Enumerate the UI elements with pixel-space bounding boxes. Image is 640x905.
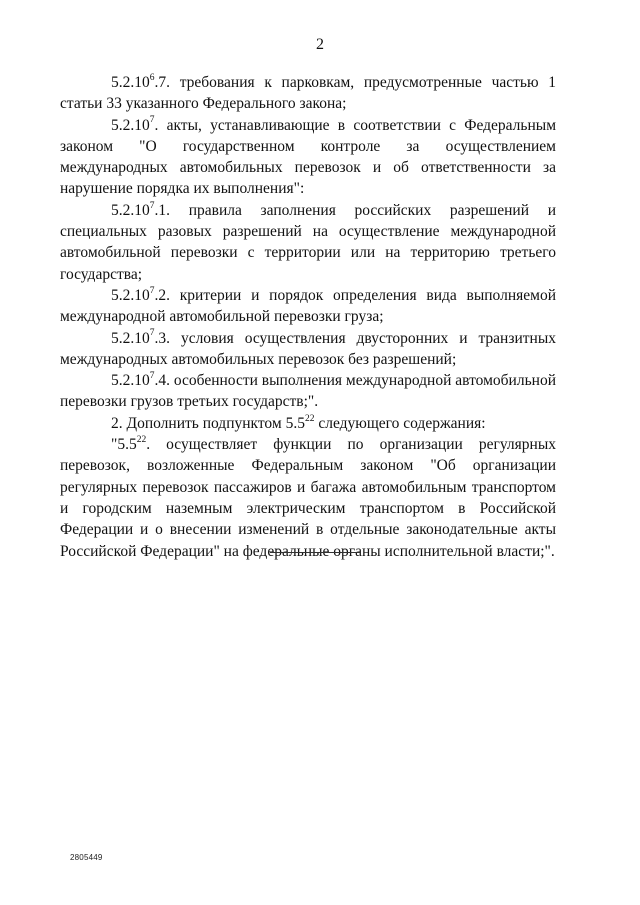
clause-number: 5.2.10 <box>111 372 150 390</box>
clause-number-suffix: .2. <box>154 286 170 304</box>
clause-number: 5.2.10 <box>111 116 150 134</box>
clause-text: требования к парковкам, предусмотренные частью 1 статьи 33 указанного Федерального закона; <box>60 74 556 113</box>
paragraph-5-2-10-7-1 <box>60 200 556 285</box>
clause-number: 5.2.10 <box>111 286 150 304</box>
document-code: 2805449 <box>70 853 103 862</box>
clause-number: 2. Дополнить подпунктом 5.5 <box>111 414 305 432</box>
clause-text: следующего содержания: <box>314 414 486 432</box>
clause-number-suffix: .1. <box>154 201 170 219</box>
clause-superscript: 7 <box>149 371 155 381</box>
page-number: 2 <box>316 36 324 53</box>
paragraph-5-2-10-7-2 <box>60 285 556 328</box>
paragraph-5-2-10-7-3 <box>60 328 556 371</box>
clause-number: 5.2.10 <box>111 201 150 219</box>
clause-text: особенности выполнения международной автомобильной перевозки грузов третьих государств;". <box>60 372 556 411</box>
clause-text: условия осуществления двусторонних и транзитных международных автомобильных перевозок без разрешений; <box>60 329 556 368</box>
clause-number-suffix: . <box>146 436 151 454</box>
clause-number: 5.2.10 <box>111 329 150 347</box>
clause-text: правила заполнения российских разрешений и специальных разовых разрешений на осуществление международной автомобильной перевозки с территории или на территорию третьего государства; <box>60 201 556 283</box>
clause-superscript: 6 <box>149 72 155 83</box>
clause-superscript: 22 <box>304 413 315 424</box>
clause-text: акты, устанавливающие в соответствии с Федеральным законом "О государственном контроле за осуществлением международных автомобильных перевозок и об ответственности за нарушение порядка их выполнения": <box>60 116 556 198</box>
clause-superscript: 7 <box>149 115 155 126</box>
paragraph-item-2 <box>60 413 556 434</box>
clause-number-suffix: .3. <box>154 329 170 347</box>
clause-superscript: 7 <box>149 200 155 211</box>
clause-superscript: 22 <box>136 434 147 445</box>
paragraph-5-5-22 <box>60 434 556 562</box>
paragraph-5-2-10-7 <box>60 115 556 200</box>
clause-number-suffix: .7. <box>154 74 170 91</box>
clause-text: критерии и порядок определения вида выполняемой международной автомобильной перевозки груза; <box>60 286 556 326</box>
clause-number: 5.2.10 <box>111 74 150 91</box>
clause-number-suffix: . <box>154 116 159 134</box>
paragraph-5-2-10-6-7 <box>60 72 556 115</box>
end-divider <box>270 552 360 553</box>
clause-number: "5.5 <box>111 436 137 454</box>
clause-number-suffix: .4. <box>154 372 170 390</box>
clause-text: осуществляет функции по организации регулярных перевозок, возложенные Федеральным законом "Об организации регулярных перевозок пассажиров и багажа автомобильным транспортом и городским наземным электрическим транспортом в Российской Федерации и о внесении изменений в отдельные законодательные акты Российской Федерации" на федеральные органы исполнительной власти;". <box>60 436 556 560</box>
paragraph-5-2-10-7-4 <box>60 370 556 413</box>
clause-superscript: 7 <box>149 328 155 339</box>
clause-superscript: 7 <box>149 285 155 296</box>
document-body <box>60 72 556 562</box>
